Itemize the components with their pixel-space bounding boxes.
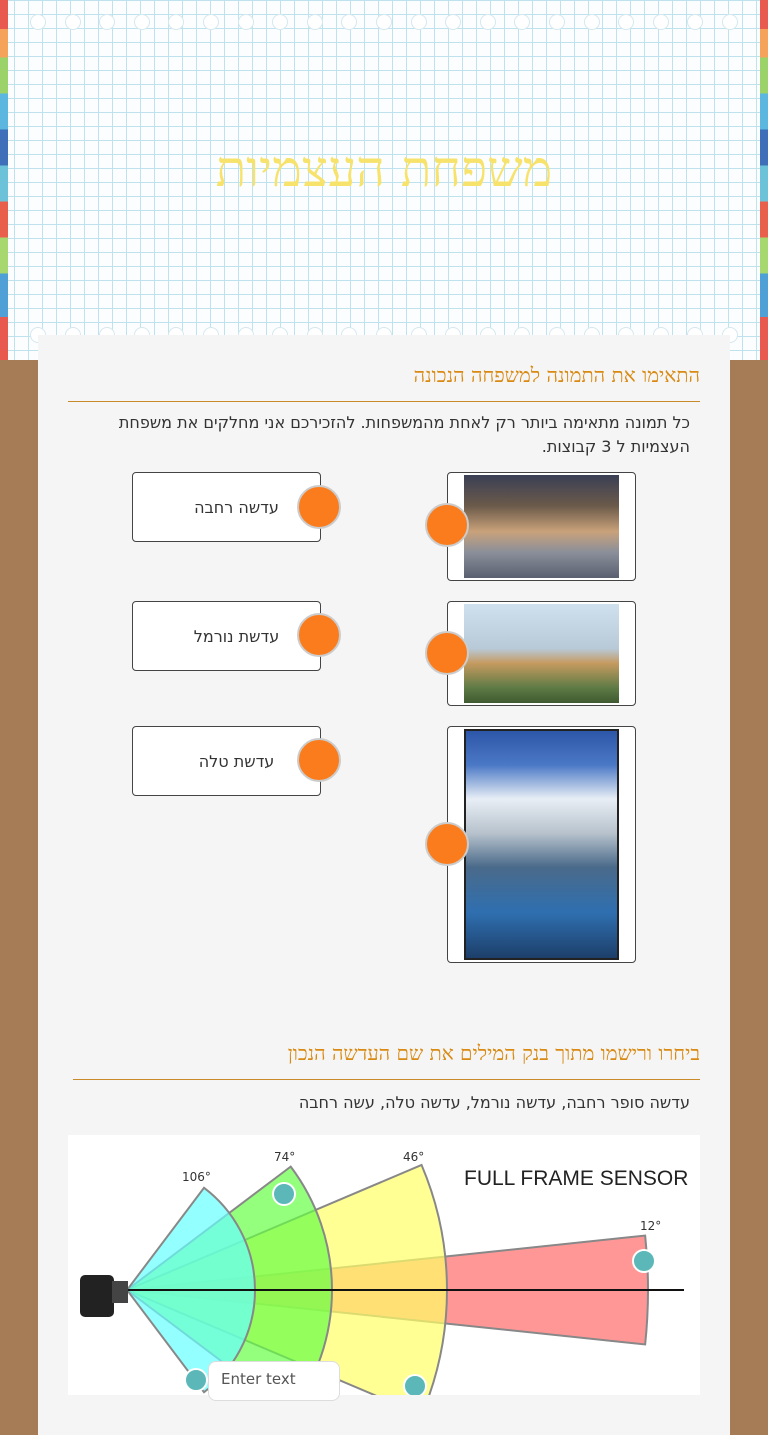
worksheet-card [38, 335, 730, 1435]
match-handle[interactable] [297, 613, 341, 657]
divider [68, 401, 700, 402]
divider [73, 1079, 700, 1080]
drop-target[interactable] [633, 1250, 655, 1272]
angle-label: 106° [182, 1170, 211, 1184]
word-bank: עדשה סופר רחבה, עדשה נורמל, עדשה טלה, עשה רחבה [298, 1093, 690, 1112]
field-of-view-diagram [68, 1135, 700, 1395]
page-title: משפחת העצמיות [215, 140, 553, 198]
header-banner [0, 0, 768, 360]
section1-instructions: כל תמונה מתאימה ביותר רק לאחת מהמשפחות. להזכירכם אני מחלקים את משפחת העצמיות ל 3 קבוצות. [118, 413, 690, 456]
image-card-street[interactable] [447, 472, 636, 581]
word-label: עדשת טלה [198, 751, 275, 771]
match-handle[interactable] [297, 738, 341, 782]
drop-target[interactable] [404, 1375, 426, 1395]
match-handle[interactable] [297, 485, 341, 529]
match-handle[interactable] [425, 822, 469, 866]
word-card-normal[interactable] [132, 601, 321, 671]
angle-label: 46° [403, 1150, 425, 1164]
answer-input[interactable]: Enter text [208, 1361, 340, 1401]
word-label: עדשה רחבה [194, 497, 279, 517]
fov-svg [68, 1135, 700, 1395]
word-card-wide[interactable] [132, 472, 321, 542]
section1-heading: התאימו את התמונה למשפחה הנכונה [413, 363, 700, 387]
drop-target[interactable] [185, 1369, 207, 1391]
top-holes [30, 14, 738, 30]
angle-label: 74° [274, 1150, 296, 1164]
match-handle[interactable] [425, 631, 469, 675]
word-label: עדשת נורמל [193, 626, 280, 646]
section2-heading: ביחרו ורישמו מתוך בנק המילים את שם העדשה הנכון [287, 1041, 700, 1065]
image-card-ship[interactable] [447, 726, 636, 963]
match-handle[interactable] [425, 503, 469, 547]
camera-icon [80, 1275, 114, 1317]
diagram-title: FULL FRAME SENSOR [464, 1167, 689, 1190]
angle-label: 12° [640, 1219, 662, 1233]
image-card-giraffe[interactable] [447, 601, 636, 706]
drop-target[interactable] [273, 1183, 295, 1205]
word-card-tele[interactable] [132, 726, 321, 796]
lens-icon [112, 1281, 128, 1303]
